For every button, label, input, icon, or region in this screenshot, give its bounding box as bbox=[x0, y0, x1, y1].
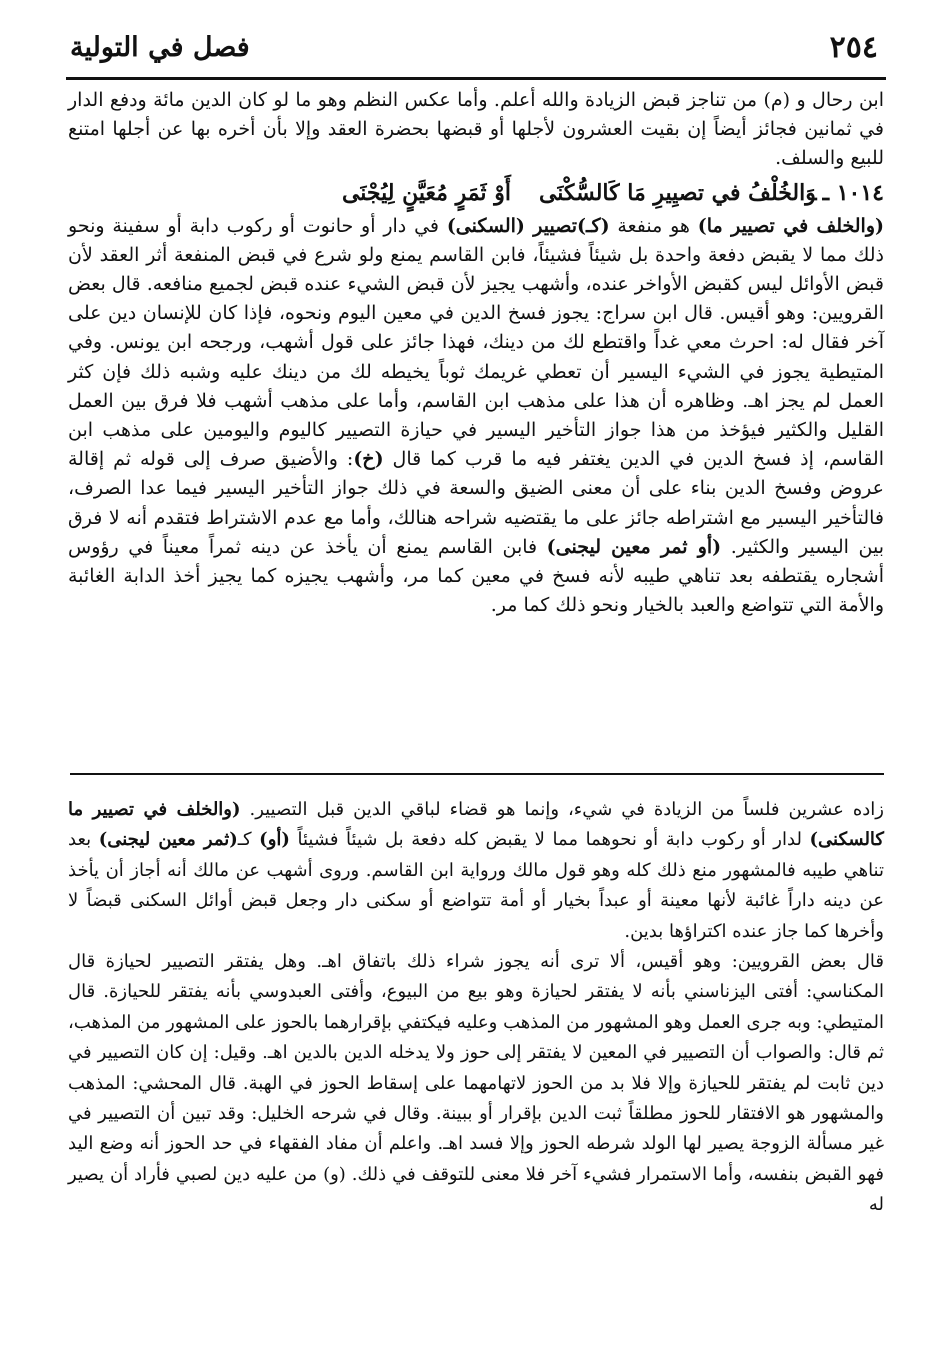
verse-number: ١٠١٤ ـ bbox=[822, 179, 884, 206]
main-paragraph-1: ابن رحال و (م) من تناجز قبض الزيادة والله أعلم. وأما عكس النظم وهو ما لو كان الدين مائة ودفع الدار في ثمانين فجائز أيضاً إن بقيت العشرون لأجلها أو قبضها بحضرة العقد وإلا بأن أخره بها عن أجلها امتنع للبيع والسلف. bbox=[68, 89, 884, 170]
main-text-run: : والأضيق صرف إلى قوله ثم إقالة عروض وفسخ الدين بناء على أن معنى الضيق والسعة في ذلك جواز التأخير اليسير فيما عدا الصرف، فالتأخير اليسير مع اشتراطه جائز على ما يقتضيه شراحه هنالك، وأما مع عدم الاشتراط فتقدم أنه لا فرق بين اليسير والكثير. bbox=[68, 448, 885, 558]
main-paragraph-2 bbox=[68, 212, 884, 621]
footnote-text-run: كـ bbox=[237, 829, 260, 851]
verse-hemistich-2: أَوْ ثَمَرٍ مُعَيَّنٍ لِيُجْنَى bbox=[341, 179, 511, 206]
page-header bbox=[66, 26, 886, 80]
footnote-divider bbox=[70, 773, 884, 775]
main-text-run: في دار أو حانوت أو ركوب دابة أو سفينة ونحو ذلك مما لا يقبض دفعة واحدة بل شيئاً فشيئاً، فابن القاسم يمنع ولو شرع في قبض المنفعة أثر العقد لأن قبض الأوائل ليس كقبض الأواخر عنده، وأشهب يجيز لأن قبض الشيء عنده قبض لجميع منافعه. قال بعض القرويين: وهو أقيس. قال ابن سراج: يجوز فسخ الدين في معين اليوم ونحوه، فإذا كان للإنسان دين على آخر فقال له: احرث معي غداً واقتطع لك من دينك، فهذا جائز على قول أشهب، ورجحه ابن يونس. وفي المتيطية يجوز في الشيء اليسير أن تعطي غريمك ثوباً يخيطه لك من دينك عليه وشبه ذلك فإن كثر العمل لم يجز اهـ. وظاهره أن هذا على مذهب ابن القاسم، وأما على مذهب أشهب فلا فرق بين العمل القليل والكثير فيؤخذ من هذا جواز التأخير اليسير في حيازة التصيير كاليوم واليومين على مذهب ابن القاسم، إذ فسخ الدين في الدين يغتفر فيه ما قرب كما قال bbox=[68, 214, 884, 471]
footnote-text-run: بعد تناهي طيبه فالمشهور منع ذلك كله وهو قول مالك ورواية ابن القاسم. وروى أشهب عن مالك أنه أجاز أن يأخذ عن دينه داراً غائبة لأنها معينة أو عبداً بخيار أو أمة تتواضع أو سكنى دار وجعل قبض أوائل السكنى قبضاً لا وأخرها كما جاز عنده اكتراؤها بدين. bbox=[68, 829, 884, 942]
main-text-run: فابن القاسم يمنع أن يأخذ عن دينه ثمراً معيناً في رؤوس أشجاره يقتطفه بعد تناهي طيبه لأنه فسخ في معين كما مر، وأشهب يجيزه كما يجيز أخذ الدابة الغائبة والأمة التي تتواضع والعبد بالخيار ونحو ذلك كما مر. bbox=[68, 535, 884, 617]
header-rule bbox=[66, 77, 886, 80]
footnote-paragraph-2: قال بعض القرويين: وهو أقيس، ألا ترى أنه يجوز شراء ذلك باتفاق اهـ. وهل يفتقر التصيير لحيازة قال المكناسي: أفتى اليزناسني بأنه لا يفتقر لحيازة وهو بيع من البيوع، وأفتى العبدوسي بأنه يفتقر للحيازة. قال المتيطي: وبه جرى العمل وهو المشهور من المذهب وعليه فيكتفي بإقرارهما بالحوز على المشهور من المذهب، ثم قال: والصواب أن التصيير في المعين لا يفتقر إلى حوز ولا يدخله الدين بالدين اهـ. وقيل: إن كان التصيير في دين ثابت لم يفتقر للحيازة وإلا فلا بد من الحوز لاتهامهما على إسقاط الحوز في الهبة. قال المحشي: المذهب والمشهور هو الافتقار للحوز مطلقاً ثبت الدين بإقرار أو ببينة. وقال في شرحه الخليل: وقد تبين أن التصيير في غير مسألة الزوجة يصير لها الولد شرطه الحوز وإلا فسد اهـ. واعلم أن مفاد الفقهاء في حد الحوز أنه وضع اليد فهو القبض بنفسه، وأما الاستمرار فشيء آخر فلا معنى للتوقف في ذلك. (و) من عليه دين لصبي فأراد أن يصير له bbox=[68, 951, 884, 1216]
main-text-run: هو منفعة bbox=[609, 214, 698, 237]
quoted-text: (ثمر معين ليجنى) bbox=[98, 829, 238, 851]
page-number: ٢٥٤ bbox=[829, 30, 878, 65]
verse-line bbox=[68, 176, 884, 210]
quoted-text: (والخلف في تصيير ما) bbox=[697, 214, 885, 237]
section-title: فصل في التولية bbox=[70, 32, 250, 63]
footnote-text bbox=[68, 795, 884, 1221]
quoted-text: (كـ)تصيير (السكنى) bbox=[446, 214, 610, 237]
verse-hemistich-1: وَالخُلْفُ في تصيِيرِ مَا كَالسُّكْنَى bbox=[538, 179, 817, 206]
footnote-text-run: لدار أو ركوب دابة أو نحوهما مما لا يقبض كله دفعة بل شيئاً فشيئاً bbox=[289, 829, 810, 851]
quoted-text: (خ) bbox=[353, 448, 384, 471]
quoted-text: (أو) bbox=[259, 829, 290, 851]
quoted-text: (أو ثمر معين ليجنى) bbox=[546, 535, 722, 558]
footnote-text-run: زاده عشرين فلساً من الزيادة في شيء، وإنما هو قضاء لباقي الدين قبل التصيير. bbox=[240, 799, 885, 820]
footnote-paragraph-1 bbox=[68, 795, 884, 947]
main-text bbox=[68, 86, 884, 620]
quoted-text: (والخلف في تصيير ما كالسكنى) bbox=[68, 799, 884, 851]
